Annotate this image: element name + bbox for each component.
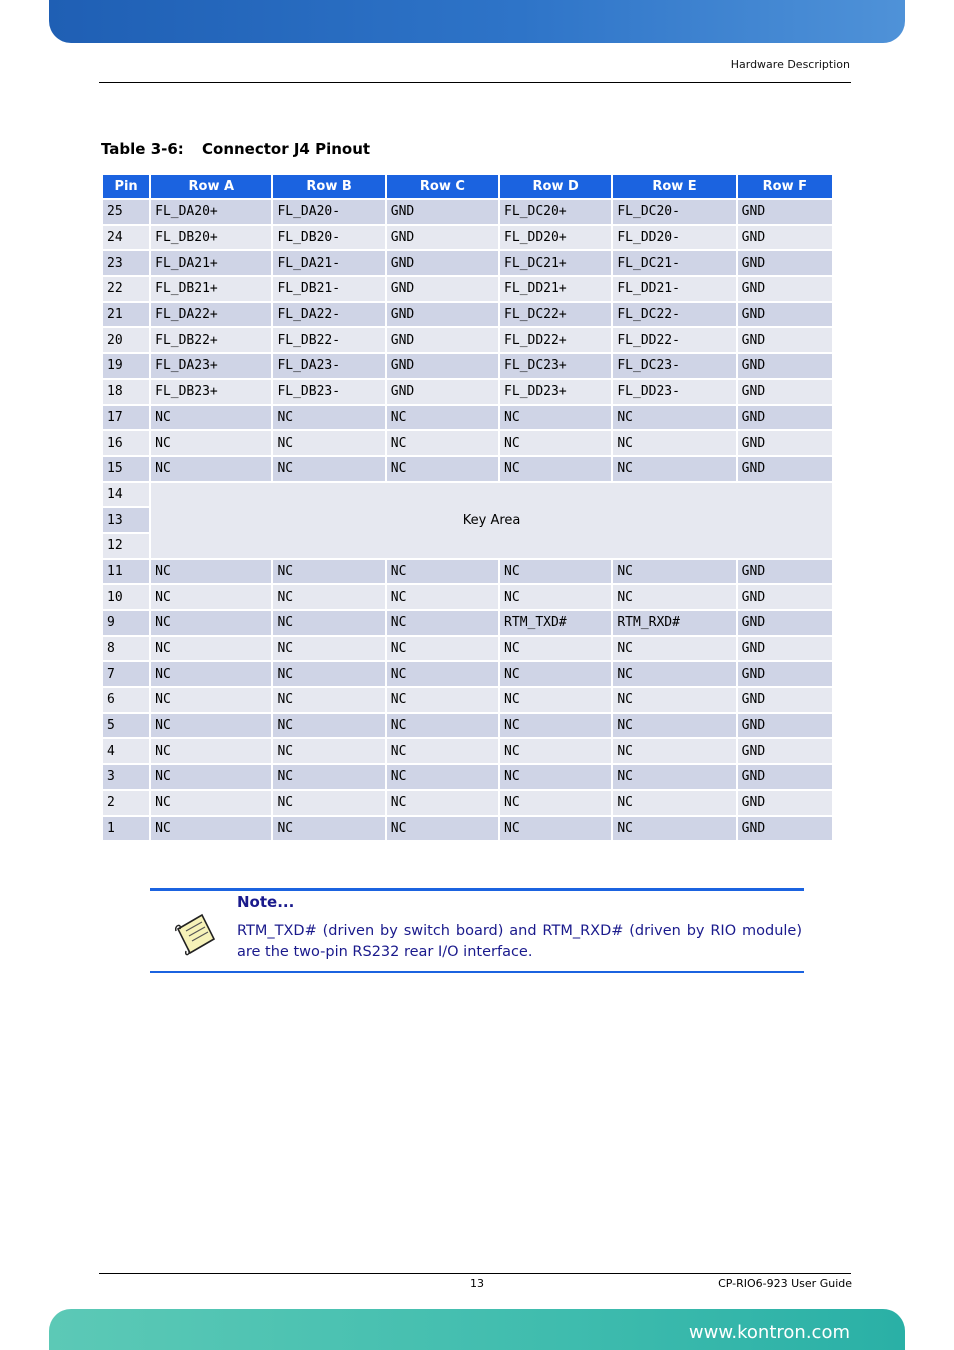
table-row [103,431,832,455]
pin-signal: NC [500,560,611,584]
pin-signal: GND [738,251,832,275]
pin-signal: NC [273,457,384,481]
pin-signal: NC [273,431,384,455]
pin-signal: NC [273,791,384,815]
key-area-label: Key Area [151,483,832,558]
pin-signal: NC [387,637,498,661]
pin-signal: FL_DD21+ [500,277,611,301]
pin-signal: NC [387,457,498,481]
pin-signal: GND [738,817,832,841]
pin-signal: RTM_RXD# [613,611,735,635]
website-link[interactable]: www.kontron.com [688,1322,850,1343]
pin-signal: GND [387,303,498,327]
pin-number: 24 [103,226,149,250]
pin-signal: FL_DB20+ [151,226,271,250]
table-caption [101,140,371,158]
pin-signal: NC [613,406,735,430]
pin-signal: FL_DB21- [273,277,384,301]
note-text: RTM_TXD# (driven by switch board) and RTM_RXD# (driven by RIO module) are the two-pin RS232 rear I/O interface. [237,923,802,960]
note-title: Note... [237,893,295,911]
pin-signal: GND [738,328,832,352]
pin-signal: NC [387,688,498,712]
pin-signal: NC [273,637,384,661]
pin-signal: NC [613,688,735,712]
pin-number: 1 [103,817,149,841]
table-row [103,251,832,275]
column-header: Row F [738,175,832,198]
pin-signal: NC [387,585,498,609]
pin-signal: NC [151,406,271,430]
pin-signal: FL_DA23- [273,354,384,378]
pin-signal: NC [387,791,498,815]
pin-number: 7 [103,662,149,686]
pin-number: 21 [103,303,149,327]
pin-number: 6 [103,688,149,712]
pin-number: 2 [103,791,149,815]
pin-signal: FL_DD23+ [500,380,611,404]
pin-signal: FL_DC23- [613,354,735,378]
pin-signal: NC [151,637,271,661]
pin-signal: GND [738,431,832,455]
table-row [103,739,832,763]
pin-signal: FL_DA23+ [151,354,271,378]
pin-signal: FL_DD23- [613,380,735,404]
pin-signal: NC [273,560,384,584]
pin-signal: FL_DC23+ [500,354,611,378]
pin-signal: NC [613,560,735,584]
pin-signal: NC [500,431,611,455]
pin-signal: GND [738,560,832,584]
section-label: Hardware Description [730,58,850,71]
pin-signal: FL_DB22+ [151,328,271,352]
table-row [103,611,832,635]
pin-signal: GND [387,226,498,250]
pin-signal: NC [613,714,735,738]
pin-signal: FL_DA21- [273,251,384,275]
pin-signal: RTM_TXD# [500,611,611,635]
pin-signal: FL_DB23- [273,380,384,404]
pin-signal: NC [387,765,498,789]
pin-signal: GND [387,328,498,352]
pin-signal: FL_DD21- [613,277,735,301]
pin-signal: NC [613,637,735,661]
table-row [103,560,832,584]
pin-signal: NC [613,457,735,481]
pin-signal: NC [151,714,271,738]
table-header-row [103,175,832,198]
pin-signal: NC [613,585,735,609]
pin-signal: FL_DD20+ [500,226,611,250]
pin-signal: NC [387,817,498,841]
pin-signal: GND [738,765,832,789]
pin-signal: FL_DA20- [273,200,384,224]
pin-signal: NC [500,688,611,712]
table-row [103,303,832,327]
pin-signal: NC [151,662,271,686]
pin-signal: NC [613,765,735,789]
pin-signal: NC [273,662,384,686]
pin-signal: NC [500,457,611,481]
pin-signal: NC [613,739,735,763]
pin-number: 16 [103,431,149,455]
pin-signal: NC [151,688,271,712]
column-header: Row A [151,175,271,198]
pin-signal: NC [151,817,271,841]
pin-signal: NC [273,765,384,789]
pin-signal: GND [738,354,832,378]
pin-signal: FL_DA21+ [151,251,271,275]
pin-signal: NC [387,611,498,635]
pin-signal: NC [151,611,271,635]
pin-number: 20 [103,328,149,352]
table-row [103,457,832,481]
pin-signal: NC [151,739,271,763]
column-header: Row E [613,175,735,198]
pin-signal: NC [273,688,384,712]
pin-signal: FL_DC21- [613,251,735,275]
pin-number: 4 [103,739,149,763]
footer-rule [99,1273,851,1274]
pin-number: 12 [103,534,149,558]
table-row [103,354,832,378]
pin-signal: FL_DD20- [613,226,735,250]
pin-signal: NC [500,406,611,430]
pin-signal: GND [738,662,832,686]
pin-signal: NC [500,791,611,815]
note-paper-icon [172,911,218,957]
pin-signal: NC [273,817,384,841]
note-box [150,888,804,973]
pin-number: 10 [103,585,149,609]
pin-signal: NC [613,662,735,686]
table-row [103,585,832,609]
pin-signal: GND [738,277,832,301]
column-header: Row B [273,175,384,198]
pin-signal: NC [613,817,735,841]
pin-number: 22 [103,277,149,301]
pin-signal: NC [500,817,611,841]
pin-number: 3 [103,765,149,789]
table-row [103,714,832,738]
pin-signal: FL_DB20- [273,226,384,250]
pin-signal: GND [387,251,498,275]
pin-signal: NC [387,739,498,763]
pin-signal: GND [738,585,832,609]
pin-signal: GND [387,380,498,404]
pin-number: 15 [103,457,149,481]
pin-number: 18 [103,380,149,404]
pin-signal: NC [273,739,384,763]
table-row [103,662,832,686]
pin-number: 19 [103,354,149,378]
pin-signal: FL_DC22- [613,303,735,327]
pin-signal: GND [738,688,832,712]
pin-signal: FL_DC21+ [500,251,611,275]
pin-signal: NC [273,714,384,738]
pin-signal: NC [500,739,611,763]
pin-number: 11 [103,560,149,584]
pin-signal: FL_DB22- [273,328,384,352]
key-area-row [103,483,832,507]
pin-signal: NC [151,560,271,584]
pin-signal: GND [738,739,832,763]
pin-signal: NC [387,406,498,430]
table-row [103,380,832,404]
pin-signal: FL_DA20+ [151,200,271,224]
pin-signal: NC [273,406,384,430]
table-row [103,200,832,224]
pin-signal: GND [738,457,832,481]
pin-signal: FL_DA22+ [151,303,271,327]
pin-signal: FL_DB23+ [151,380,271,404]
column-header: Row C [387,175,498,198]
table-row [103,765,832,789]
table-row [103,328,832,352]
pin-signal: NC [151,585,271,609]
pin-signal: NC [387,662,498,686]
pin-signal: GND [738,637,832,661]
pin-number: 14 [103,483,149,507]
pin-signal: NC [613,791,735,815]
table-row [103,406,832,430]
pin-number: 8 [103,637,149,661]
header-band [49,0,905,43]
pin-signal: FL_DD22- [613,328,735,352]
pin-signal: FL_DC20- [613,200,735,224]
pin-signal: GND [738,380,832,404]
header-rule [99,82,851,83]
pin-signal: NC [273,611,384,635]
pin-signal: GND [738,406,832,430]
pin-signal: FL_DD22+ [500,328,611,352]
pin-number: 13 [103,508,149,532]
table-row [103,817,832,841]
pin-number: 5 [103,714,149,738]
pin-signal: NC [500,662,611,686]
footer-band [49,1309,905,1350]
pin-signal: GND [387,277,498,301]
pin-signal: NC [500,637,611,661]
table-row [103,226,832,250]
table-row [103,688,832,712]
pin-signal: FL_DC22+ [500,303,611,327]
table-row [103,637,832,661]
pin-signal: NC [500,765,611,789]
pin-number: 9 [103,611,149,635]
pin-signal: NC [151,765,271,789]
pin-signal: GND [738,200,832,224]
document-name: CP-RIO6-923 User Guide [718,1277,852,1290]
pin-signal: NC [151,457,271,481]
table-row [103,277,832,301]
pin-signal: FL_DB21+ [151,277,271,301]
column-header: Row D [500,175,611,198]
pin-signal: NC [387,560,498,584]
table-label: Table 3-6: [101,140,184,158]
pin-number: 17 [103,406,149,430]
pin-signal: NC [151,791,271,815]
pin-signal: GND [738,611,832,635]
pin-signal: NC [500,585,611,609]
page-number: 13 [470,1277,484,1290]
pin-signal: FL_DA22- [273,303,384,327]
table-title: Connector J4 Pinout [202,140,371,158]
pin-signal: GND [387,354,498,378]
pin-signal: NC [613,431,735,455]
pin-signal: FL_DC20+ [500,200,611,224]
table-row [103,791,832,815]
column-header: Pin [103,175,149,198]
pin-signal: NC [387,714,498,738]
table-body [103,200,832,840]
pin-signal: GND [738,791,832,815]
pin-signal: GND [738,226,832,250]
pin-signal: GND [738,714,832,738]
pin-signal: NC [387,431,498,455]
pin-signal: NC [273,585,384,609]
pin-number: 23 [103,251,149,275]
pin-signal: NC [151,431,271,455]
pin-signal: GND [738,303,832,327]
pin-signal: GND [387,200,498,224]
pinout-table [101,173,834,842]
pin-number: 25 [103,200,149,224]
pin-signal: NC [500,714,611,738]
